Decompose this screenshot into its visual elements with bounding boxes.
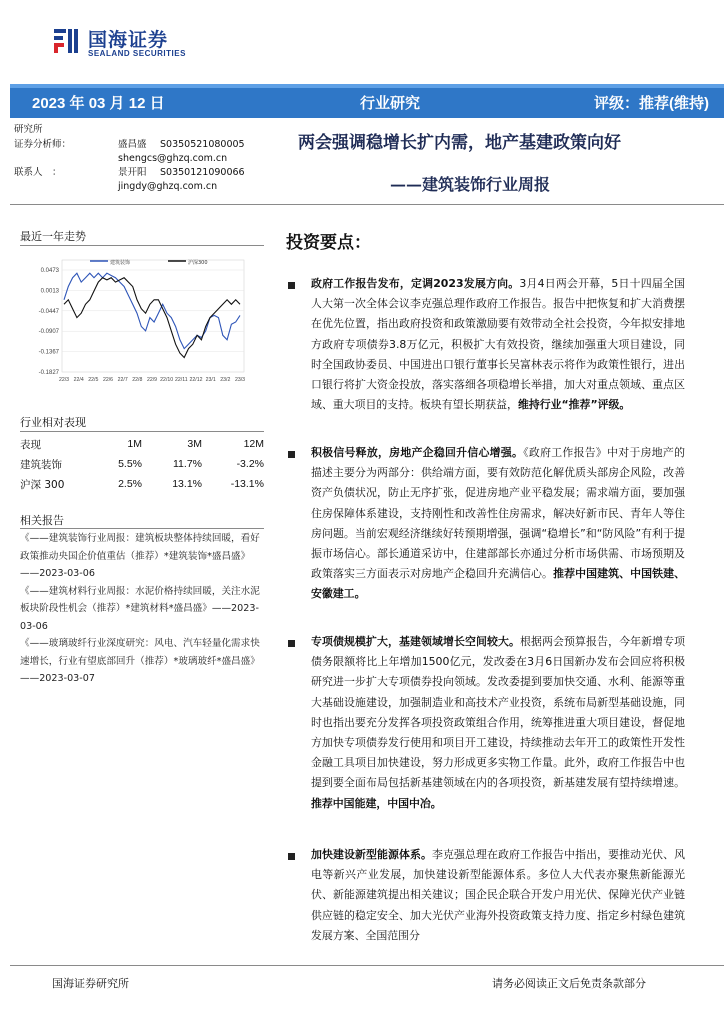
report-title: 两会强调稳增长扩内需，地产基建政策向好 [298,133,621,153]
investment-section [311,443,685,605]
table-cell: 建筑装饰 [20,458,62,471]
y-tick-label: -0.1827 [38,370,59,376]
x-tick-label: 23/2 [220,377,231,383]
y-tick-label: -0.0447 [38,308,59,315]
x-tick-label: 23/3 [234,377,246,383]
related-report-link[interactable]: 《——建筑材料行业周报：水泥价格持续回暖，关注水泥板块阶段性机会（推荐）*建筑材料*盛昌盛》——2023-03-06 [20,585,260,632]
investment-section [311,632,685,814]
table-cell: 沪深 300 [20,478,65,491]
footer-disclaimer: 请务必阅读正文后免责条款部分 [492,977,646,990]
bullet-icon [288,640,295,647]
legend-label-industry: 建筑装饰 [110,260,131,266]
section-body: 李克强总理在政府工作报告中指出，要推动光伏、风电等新兴产业发展，加快建设新型能源体系。多位人大代表亦聚焦新能源光伏、新能源建筑提出相关建议；国企民企联合开发户用光伏、保障光伏产业链供应链的稳定安全、加大光伏产业海外投资政策支持力度、指定乡村绿色建筑发展方案、全国范围分 [311,848,685,942]
contact-id: S0350121090066 [160,167,245,178]
analyst-id: S0350521080005 [160,139,245,150]
perf-title: 行业相对表现 [20,416,86,429]
table-cell: 2.5% [118,478,142,490]
section-heading: 专项债规模扩大，基建领域增长空间较大。 [311,635,521,648]
contact-label: 联系人 ： [14,167,62,178]
x-tick-label: 22/4 [73,377,84,383]
table-cell: -13.1% [230,478,264,490]
brand-name-cn: 国海证券 [88,29,169,51]
x-tick-label: 22/9 [146,377,158,383]
investment-title: 投资要点： [286,233,371,253]
y-tick-label: 0.0013 [40,288,59,295]
legend-label-index: 沪深300 [188,260,208,266]
section-recommendation: 推荐中国能建，中国中冶。 [311,796,442,810]
brand-name-en: SEALAND SECURITIES [88,49,186,58]
analyst-label: 证券分析师： [14,139,72,150]
section-heading: 政府工作报告发布，定调2023发展方向。 [311,277,520,290]
footer-institute: 国海证券研究所 [52,977,129,990]
table-cell: 5.5% [118,458,142,470]
section-body: 根据两会预算报告，今年新增专项债务限额将比上年增加1500亿元，发改委在3月6日国新办发布会回应将积极研究进一步扩大专项债券投向领域。发改委提到要加快交通、水利、能源等重大基础设施建设，加强制造业和高技术产业投资，系统布局新型基础设施，同时也指出要充分发挥各项投资政策组合作用，统筹推进重大项目建设，督促地方加快专项债券发行使用和项目开工建设，持续推动去年开工的政策性开发性金融工具项目加快建设，努力形成更多实物工作量。此外，政府工作报告中也提到要全面布局包括新基建领域在内的各项投资，新基建发展有望持续增速。 [311,635,685,790]
x-tick-label: 22/10 [160,377,174,383]
section-recommendation: 维持行业“推荐”评级。 [517,398,631,412]
y-tick-label: -0.0907 [38,329,59,336]
bullet-icon [288,853,295,860]
header-divider [10,204,724,205]
performance-table [20,434,264,494]
table-row [20,474,264,494]
report-rating: 评级：推荐(维持) [594,95,709,112]
x-tick-label: 22/8 [132,377,143,383]
institute-label: 研究所 [14,124,43,135]
brand-logo-icon [52,26,82,56]
x-tick-label: 23/1 [205,377,216,383]
x-tick-label: 22/12 [189,377,203,383]
table-header-cell: 12M [243,438,264,450]
table-header-cell: 表现 [20,438,41,451]
analyst-name: 盛昌盛 [118,139,147,150]
series-line-index [64,278,240,358]
reports-title: 相关报告 [20,514,64,527]
investment-section [311,274,685,415]
trend-divider [20,245,264,246]
banner-stripe [10,84,724,88]
footer-divider [10,965,724,966]
y-tick-label: 0.0473 [40,268,59,274]
section-body: 3月4日两会开幕，5日十四届全国人大第一次全体会议李克强总理作政府工作报告。报告中把恢复和扩大消费摆在优先位置，指出政府投资和政策激励要有效带动全社会投资，今年拟安排地方政府专项债券3.8万亿元，积极扩大有效投资，继续加强重大项目建设，同时全国政协委员、中国进出口银行董事长吴富林表示将作为政策性银行，进出口银行将扩大资金投放，落实落细各项稳增长举措，加大对重点领域、重点区域、重大项目的支持。板块有望长期获益， [311,277,686,412]
x-tick-label: 22/5 [88,377,99,383]
investment-section [311,845,685,945]
section-body: 《政府工作报告》中对于房地产的描述主要分为两部分：供给端方面，要有效防范化解优质头部房企风险，改善资产负债状况，防止无序扩张，促进房地产业平稳发展；需求端方面，要加强住房保障体系建设，支持刚性和改善性住房需求，解决好新市民、青年人等住房问题。当前宏观经济继续好转预期增强，强调“稳增长”和“防风险”有利于提振市场信心。部长通道采访中，住建部部长亦通过分析市场供需、市场预期及政策落实三方面表示对房地产企稳回升充满信心。 [311,446,685,581]
contact-email[interactable]: jingdy@ghzq.com.cn [118,181,218,192]
table-cell: -3.2% [236,458,264,470]
table-header-cell: 3M [187,438,202,450]
perf-divider [20,431,264,432]
trend-chart [18,254,248,384]
section-recommendation: 推荐中国建筑、中国铁建、安徽建工。 [311,567,685,601]
report-subtitle: ——建筑装饰行业周报 [390,175,551,194]
analyst-email[interactable]: shengcs@ghzq.com.cn [118,153,228,164]
related-reports [20,530,266,688]
section-heading: 积极信号释放，房地产企稳回升信心增强。 [311,446,524,459]
table-header-row [20,434,264,454]
report-category: 行业研究 [360,95,421,112]
section-heading: 加快建设新型能源体系。 [311,848,433,861]
bullet-icon [288,282,295,289]
contact-name: 景开阳 [118,167,147,178]
reports-divider [20,528,264,529]
table-cell: 11.7% [173,458,202,470]
trend-title: 最近一年走势 [20,230,86,243]
table-row [20,454,264,474]
x-tick-label: 22/7 [117,377,128,383]
plot-area [62,260,244,372]
y-tick-label: -0.1367 [38,349,59,356]
x-tick-label: 22/6 [102,377,114,383]
table-cell: 13.1% [172,478,202,490]
x-tick-label: 22/11 [175,377,188,383]
related-report-link[interactable]: 《——建筑装饰行业周报：建筑板块整体持续回暖，看好政策推动央国企价值重估（推荐）*建筑装饰*盛昌盛》——2023-03-06 [20,533,260,579]
x-tick-label: 22/3 [58,377,70,383]
related-report-link[interactable]: 《——玻璃玻纤行业深度研究：风电、汽车轻量化需求快速增长，行业有望底部回升（推荐）*玻璃玻纤*盛昌盛》——2023-03-07 [20,638,260,684]
table-header-cell: 1M [127,438,142,450]
report-date: 2023 年 03 月 12 日 [32,95,165,112]
bullet-icon [288,451,295,458]
